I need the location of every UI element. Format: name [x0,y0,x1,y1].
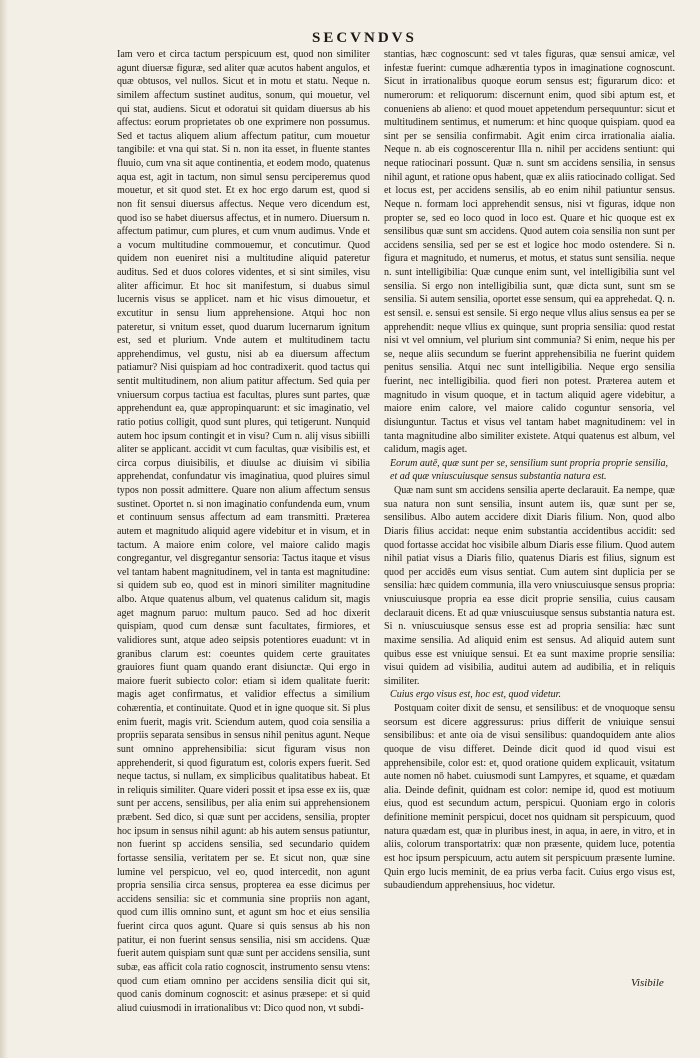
running-head: SECVNDVS [312,30,417,46]
paragraph: Iam vero et circa tactum perspicuum est, quod non similiter agunt diuersæ figuræ, sed aliter quæ acutos habent angulos, et quæ obtusos, vel nullos. Sicut et in motu et statu. Neque n. similem affectum sustinet auditus, sonum, qui mouetur, vel qui stat, audiens. Sicut et odoratui sit quidam diuersus ab his affectus: eorum proprietates ob one exprimere non possumus. Sed et tactus aliquem alium affectum patitur, cum mouetur tangibile: et vna qui stat. Si n. non ita esset, in fluente stantes fluuio, cum vna sit aque continentia, et eodem modo, quatenus aqua est, agit in tactum, non simul sensu perciperemus quod mouetur, et sit quod stet. Et ex hoc ergo darum est, quod si non fit sensui diuersus affectus. Neque vero dicendum est, quod iso se habet diuersus affectus, et in numero. Diuersum n. affectum patimur, cum plures, et cum vnum audimus. Vnde et a vocum multitudine commouemur, et concutimur. Quod quidem non eueniret nisi a multitudine aliquid pateretur auditus. Sed et duos colores videntes, et si sint similes, visu aliter afficimur. Et hoc sit manifestum, si duabus simul lucernis visus se applicet. nam et hic visus dimouetur, et excutitur in sensu lium apprehensione. Atqui hoc non pateretur, si vnitum esset, quod duarum lucernarum ignitum est, sed et plurium. Vnde autem et multitudinem tactu apprehendimus, vel gustu, nisi ab ea diuersum affectum patiamur? Nisi quispiam ad hoc contradixerit. quod tactus qui sentit multitudinem, non alium patitur affectum. Sed quia per vniuersum corpus tactiua est facultas, plures sunt partes, quæ apprehendunt ea, quæ appropinquarunt: et sic imaginatio, vel ratio potius colligit, quod sunt plures, qui tetigerunt. Nunquid autem hoc ipsum contingit et in visu? Cum n. alij visus sibiilli aliter se applicant. accidit vt cum facultas, quæ visibilis est, et circa corpus diuisibilis, et diuulse ac diuisim vi sibilia apprehendat, confundatur vis imaginatiua, quod pluires simul typos non possit admittere. Quare non alium affectum sensus sustinet. Oportet n. si non imaginatio confundenda eum, vnum et continuum sensus affectum ad eam transmitti. Præterea autem et magnitudo aliquid agere videbitur et in visum, et in tactum. A maiore enim colore, vel maiore calido magis congregantur, vel disgregantur sensoria: Tactus itaque et visus vel tantam habent magnitudinem, vel in tanta est magnitudine: si quidem sub eo, quod est in minori similiter magnitudine albo. Atque quatenus album, vel quatenus calidum sit, magis aget magnum paruo: multum pauco. Sed ad hoc dixerit quispiam, quod cum densæ sunt facultates, firmiores, et validiores sunt, atque adeo seipsis potentiores euadunt: vt in granibus clarum est: coeuntes quidem certe grauitates grauiores fiunt quam quando erant disiunctæ. Qui ergo in maiore fuerit subiecto color: etiam si idem qualitate fuerit: magis aget confirmatus, et validior effectus a similium cohærentia, et continuitate. Quod et in igne quoque sit. Si plus enim fuerit, magis vrit. Sciendum autem, quod coia sensilia a propriis separata sensibus in sensus nihil penitus agunt. Neque sunt omnino apprehensibilia: sicut figuram visus non apprehenderit, si quod figuratum est, coloris expers fuerit. Sed neque tactus, si nullam, ex simplicibus qualitatibus habeat. Et in reliquis similiter. Quare videri possit et ipsa esse ex iis, quæ sunt per accens, sensilibus, per alia enim sui apprehensionem præbent. Sed dico, si quæ sunt per accidens, sensilia, propter hoc ipsum in sensus nihil agunt: ab his autem sensus patiuntur, non fuerint sp accidens sensilia, sed secundario quidem fortasse sensilia, veritatem per se. Et sicut non, quæ sine lumine vel perspicuo, vel eo, quod intercedit, non agunt propria sensilia circa sensus, propterea ea esse dicimus per accidens sensilia: sic et communia sine propriis non agant, quod cum illis omnino sunt, et agunt sm hoc et eius sensilia fuerint circa quos agunt. Quare si quis sensus ab his non patitur, ei non fuerint sensus sensilia, nisi sm accidens. Quæ fuerit autem quispiam sunt quæ sunt per accidens sensilia, sunt subæ, eas afficit cola ratio cognoscit, instrumento sensu vtens: quod cum etiam omnino per accidens sensilia dicit qui sit, quod canis dominum cognoscit: et asinus præsepe: et si quid aliud cuiusmodi in irrationalibus vt: Dico quod non, vt subdi- [117,49,370,1014]
paragraph: stantias, hæc cognoscunt: sed vt tales figuras, quæ sensui amicæ, vel infestæ fuerint: cumque adhærentia typos in imaginatione cognoscunt. Sicut in irrationalibus quoque eorum sensus est; figurarum dico: et numerorum: et reliquorum: discernunt enim, quod sibi aptum est, et conueniens ab alieno: et quod mouet appetendum persequuntur: sicut et multitudinem sentimus, et numerum: et hinc quoque quispiam. quod ea sint per se sensilia confirmabit. Agit enim circa irrationalia aialia. Neque n. ab eis cognoscerentur Illa n. nihil per accidens sentiunt: qui neque ratiocinari possunt. Quæ n. sunt sm accidens sensilia, in sensus nihil agunt, et ratione opus habent, quæ ex aliis ratiocinado colligat. Sed et locus est, per accidens sensilis, ab eo enim nihil patiuntur sensus. Neque n. formam loci apprehendit sensus, nisi vt figuras, idque non propter se, sed eo loco quod in loco est. Quare et hic quoque est ex sensilibus quæ sunt sm accidens. Quod autem coia sensilia non sunt per accidens sensilia, sed per se est et logice hoc modo ostendere. Si n. figura et magnitudo, et numerus, et motus, et status sunt sensilia. neque n. sunt intelligibilia: Quæ cunque enim sunt, vel intelligibilia sunt vel sensilia. Si ergo non intelligibilia sunt, quæ dicta sunt, sunt sm se sensilia. Si autem sensilia, oportet esse sensum, qui ea apprehedat. Q. n. est sensil. e. sensui est sensile. Si ergo neque vllus alius sensus ea per se apprehendit: neque vllius ex quinque, sunt propria sensilia: quod restat nisi vt vel omnium, vel plurium sint communia? Si enim, neque his per se, neque aliis secundum se fuerint apprehensibilia ne fuerint quidem penitus sensilia. Atqui nec sunt intelligibilia. Neque ergo sensilia fuerint, nec intelligibilia. quod fieri non potest. Præterea autem et magnitudo in visum quoque, et in tactum aliquid agere videbitur, a maiore enim calore, vel maiore calido coguntur sensoria, vel disiunguntur. Tactus et visus vel tantam habet magnitudinem: vel in tanta magnitudine albo similiter existete. Atqui quatenus est album, vel calidum, magis aget. [384,49,675,456]
lemma-heading: Cuius ergo visus est, hoc est, quod videtur. [390,689,561,701]
paragraph: Postquam coiter dixit de sensu, et sensilibus: et de vnoquoque sensu seorsum est dicere aggressurus: prius differit de vniuique sensui sensibilibus: et ante oia de visui sensilibus: quandoquidem ante alios quoque de visu differet. Deinde dicit quod id quod visui est apprehensibile, color est: et, quod oratione quidem explicauit, vsitatum aute nomen nō habet. cuiusmodi sunt Lampyres, et squame, et quædam alia. Deinde definit, quidnam est color: nemipe id, quod est motiuum eius, quod est secundum actum, perspicui. Quoniam ergo in coloris definitione meminit perspicui, docet nos quidnam sit perspicuum, quod natura quædam est, quæ in pluribus inest, in aqua, in aere, in vitro, et in aliis, colorum transportatrix: quæ non præsente, quidem luce, potentia est hoc ipsum perspicuum, actu autem sit perspicuum præsente lumine. Quin ergo lucis meminit, de ea prius verba facit. Cuius ergo visus est, subaudiendum apprehensiuus, hoc videtur. [384,703,675,892]
catchword: Visibile [631,977,664,989]
lemma-heading: Eorum autē, quæ sunt per se, sensilium sunt propria proprie sensilia, et ad quæ vniuscuiusque sensus substantia natura est. [390,457,669,483]
right-text-column [384,48,675,968]
left-text-column [117,48,370,1014]
paragraph: Quæ nam sunt sm accidens sensilia aperte declarauit. Ea nempe, quæ sua natura non sunt sensilia, insunt autem iis, quæ sunt per se, sensilibus. Albo autem accidere dixit Diaris filium. Non, quod albo Diaris filius accidat: neque enim substantia accidentibus accidit: sed quod fortasse accidat hoc visibile album Diaris esse filium. Quod autem nihil patiat visus a Diaris filio, quatenus Diaris est filius, signum est quod per accidēs eum visus sentiat. Cum autem sint duplicia per se sensilia: hæc quidem communia, illa vero vniuscuiusque sensus propria: vniuscuiusque propria ea esse dicit proprie sensilia, cuius causam declarauit dicens. Et ad quæ vniuscuiusque sensus substantia natura est. Si n. vniuscuiusque sensus esse est ad propria sensilia: hæc sunt maxime sensilia. Ad aliquid enim est sensus. Ad aliquid autem sunt quibus esse est vniuique sensui. Et ea sunt maxime proprie sensilia: visui quidem ad visibilia, auditui autem ad audibilia, et in reliquis similiter. [384,485,675,687]
